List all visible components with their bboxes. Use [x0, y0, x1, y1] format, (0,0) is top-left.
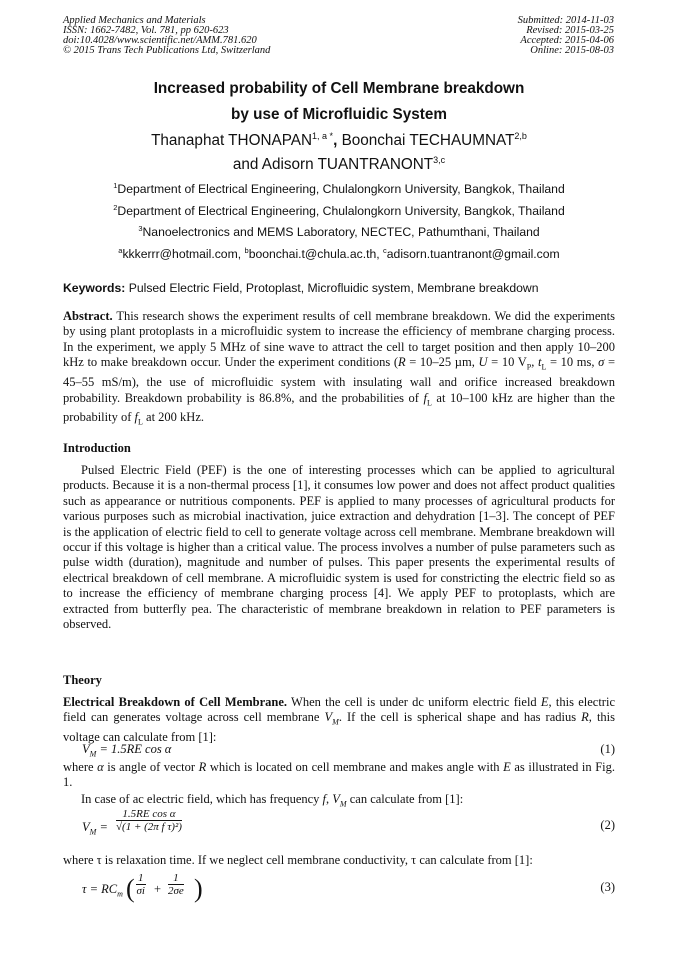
- affiliation-1-sup: 1: [113, 181, 118, 190]
- theory-p2-a: where: [63, 760, 98, 774]
- abstract-text-3: at 10–100 kHz are higher than the probability of: [63, 390, 615, 425]
- accepted-date: Accepted: 2015-04-06: [520, 35, 614, 46]
- introduction-heading: Introduction: [63, 441, 131, 455]
- eq1-sub: M: [89, 749, 97, 759]
- eq3-f1-denominator: σi: [136, 885, 145, 897]
- eq1-lhs: V: [82, 742, 90, 756]
- keywords-label: Keywords:: [63, 281, 126, 295]
- paper-title-line-1: Increased probability of Cell Membrane breakdown: [153, 80, 525, 97]
- authors-line-1: [63, 131, 615, 150]
- theory-p3-a: In case of ac electric field, which has frequency: [81, 792, 323, 806]
- eq2-equals: =: [96, 820, 108, 834]
- paper-title-line-2: by use of Microfluidic System: [231, 106, 447, 123]
- eq2-denominator: √(1 + (2π f τ)²): [116, 821, 182, 833]
- abstract-var-u: U: [478, 355, 488, 370]
- theory-heading: Theory: [63, 673, 102, 687]
- equation-3-number: (3): [600, 880, 615, 894]
- eq2-lhs: V: [82, 820, 90, 834]
- abstract-u-value: = 10 V: [487, 355, 527, 370]
- revised-date: Revised: 2015-03-25: [526, 25, 614, 36]
- var-r: R: [581, 710, 589, 725]
- abstract-var-f2: f: [134, 410, 138, 425]
- emails: [63, 246, 615, 261]
- authors-line-2: [63, 155, 615, 174]
- eq1-rhs: = 1.5RE cos α: [96, 742, 172, 756]
- abstract: [63, 309, 615, 430]
- issn-line: ISSN: 1662-7482, Vol. 781, pp 620-623: [63, 25, 229, 36]
- submitted-date: Submitted: 2014-11-03: [517, 15, 614, 26]
- online-date: Online: 2015-08-03: [530, 45, 614, 56]
- equation-3: [82, 872, 615, 908]
- equation-1-number: (1): [600, 742, 615, 756]
- affiliation-2-text: Department of Electrical Engineering, Chulalongkorn University, Bangkok, Thailand: [117, 204, 565, 219]
- journal-name: Applied Mechanics and Materials: [63, 15, 206, 26]
- abstract-r-value: = 10–25 µm,: [405, 355, 479, 370]
- abstract-sigma-value: = 45–55 mS/m: [63, 355, 616, 390]
- author-2: Boonchai TECHAUMNAT: [341, 132, 515, 150]
- equation-2-number: (2): [600, 818, 615, 832]
- var-m-sub-2: M: [339, 799, 347, 809]
- eq2-fraction: [116, 808, 182, 833]
- email-b-sup: b: [244, 246, 249, 255]
- doi-line: doi:10.4028/www.scientific.net/AMM.781.620: [63, 35, 257, 46]
- affiliation-2-sup: 2: [113, 203, 118, 212]
- copyright-line: © 2015 Trans Tech Publications Ltd, Switzerland: [63, 45, 271, 56]
- theory-p3-b: ,: [326, 792, 333, 806]
- author-2-sup: 2,b: [514, 131, 527, 141]
- abstract-l-sub-2: L: [426, 398, 432, 408]
- var-m-sub: M: [332, 717, 339, 727]
- abstract-p-sub: P: [526, 362, 532, 372]
- eq3-fraction-2: [168, 872, 184, 897]
- email-a[interactable]: kkkerrr@hotmail.com,: [122, 247, 245, 262]
- var-e: E: [540, 695, 549, 709]
- author-1-sup: 1, a *: [312, 131, 334, 141]
- email-c[interactable]: adisorn.tuantranont@gmail.com: [386, 247, 560, 262]
- var-f: f: [322, 792, 327, 806]
- var-r-2: R: [198, 760, 207, 774]
- eq3-paren-close: ): [194, 874, 203, 903]
- var-v-2: V: [332, 792, 340, 806]
- abstract-t-value: = 10 ms,: [546, 355, 599, 370]
- email-c-sup: c: [383, 246, 387, 255]
- abstract-text-1: This research shows the experiment results of cell membrane breakdown. We did the experiments by using plant protoplasts in a microfluidic system to increase the efficiency of membrane charging process. In the experiment, we apply 5 MHz of sine wave to attract the cell to target position and then apply 10–200 kHz to make breakdown occur. Under the experiment conditions (: [63, 309, 615, 370]
- theory-paragraph-1: [63, 695, 615, 746]
- abstract-comma: ,: [531, 355, 538, 370]
- affiliation-3-sup: 3: [138, 224, 143, 233]
- author-3: and Adisorn TUANTRANONT: [232, 156, 434, 174]
- eq2-numerator: 1.5RE cos α: [116, 808, 182, 821]
- keywords-text: Pulsed Electric Field, Protoplast, Microfluidic system, Membrane breakdown: [125, 281, 539, 295]
- affiliation-3: [63, 224, 615, 239]
- theory-p2-b: is angle of vector: [103, 760, 199, 774]
- affiliation-1: [63, 181, 615, 196]
- keywords: [63, 281, 539, 295]
- theory-p2-c: which is located on cell membrane and makes angle with: [206, 760, 504, 774]
- abstract-var-r: R: [397, 355, 406, 370]
- equation-1: [82, 742, 615, 759]
- theory-p1-c: . If the cell is spherical shape and has radius: [338, 710, 582, 725]
- theory-subheading: Electrical Breakdown of Cell Membrane.: [63, 695, 287, 709]
- abstract-text-4: at 200 kHz.: [142, 410, 204, 425]
- email-b[interactable]: boonchai.t@chula.ac.th,: [248, 247, 384, 262]
- var-alpha: α: [97, 760, 104, 774]
- abstract-l-sub-3: L: [138, 417, 143, 427]
- abstract-text-2: ), the use of microfluidic system with insulating wall and orifice increased breakdown probability. Breakdown probability is 86.8%, and the probabilities of: [63, 375, 615, 405]
- author-sep: ,: [333, 132, 342, 150]
- theory-p1-b: , this electric field can generates voltage across cell membrane: [63, 695, 615, 725]
- abstract-l-sub: L: [541, 362, 547, 372]
- abstract-label: Abstract.: [63, 309, 113, 323]
- email-a-sup: a: [118, 246, 123, 255]
- affiliation-3-text: Nanoelectronics and MEMS Laboratory, NECTEC, Pathumthani, Thailand: [142, 225, 540, 240]
- var-e-2: E: [503, 760, 511, 774]
- equation-2: [82, 808, 615, 848]
- affiliation-1-text: Department of Electrical Engineering, Chulalongkorn University, Bangkok, Thailand: [117, 182, 565, 197]
- theory-paragraph-4: where τ is relaxation time. If we neglect cell membrane conductivity, τ can calculate from [1]:: [63, 853, 533, 867]
- eq3-sub: m: [117, 889, 123, 899]
- eq3-f2-numerator: 1: [168, 872, 184, 885]
- var-v: V: [324, 710, 333, 725]
- introduction-paragraph: Pulsed Electric Field (PEF) is the one of interesting processes which can be applied to agricultural products. Because it is a non-thermal process [1], it consumes low power and does not affect product qualities such as appearance or nutritious components. PEF is applied to many processes of agricultural products for various purposes such as microbial inactivation, juice extraction and dehydration [1–3]. The concept of PEF is the application of electric field to cell to generate voltage across cell membrane. Membrane breakdown will occur if this voltage is higher than a critical value. The process involves a number of pulse parameters such as pulse width (duration), magnitude and number of pulses. This paper presents the experimental results of electrical breakdown of cell membrane. A microfluidic system is used for constricting the electric field so as to increase the efficiency of membrane charging process [4]. We apply PEF to protoplasts, which are extracted from butterfly pea. The characteristic of membrane breakdown in relation to PEF parameters is observed.: [63, 463, 615, 632]
- eq2-sub: M: [89, 827, 97, 837]
- journal-info: [63, 16, 270, 56]
- eq3-lhs: τ = RC: [82, 882, 118, 896]
- theory-p3-c: can calculate from [1]:: [346, 792, 464, 806]
- author-1: Thanaphat THONAPAN: [151, 132, 313, 150]
- theory-paragraph-2: [63, 760, 615, 791]
- author-3-sup: 3,c: [433, 155, 446, 165]
- theory-p1-d: , this voltage can calculate from [1]:: [63, 710, 616, 745]
- eq3-fraction-1: [136, 872, 146, 897]
- abstract-var-sigma: σ: [598, 355, 605, 370]
- abstract-var-t: t: [538, 355, 542, 370]
- eq3-f2-denominator: 2σe: [168, 885, 184, 897]
- affiliation-2: [63, 203, 615, 218]
- abstract-var-f1: f: [423, 390, 427, 405]
- theory-p2-d: as illustrated in Fig. 1.: [63, 760, 616, 790]
- eq3-paren-open: (: [126, 874, 135, 903]
- eq3-plus: +: [154, 882, 162, 896]
- theory-p1-a: When the cell is under dc uniform electric field: [287, 695, 541, 709]
- publication-dates: [518, 16, 614, 56]
- eq3-f1-numerator: 1: [138, 872, 144, 884]
